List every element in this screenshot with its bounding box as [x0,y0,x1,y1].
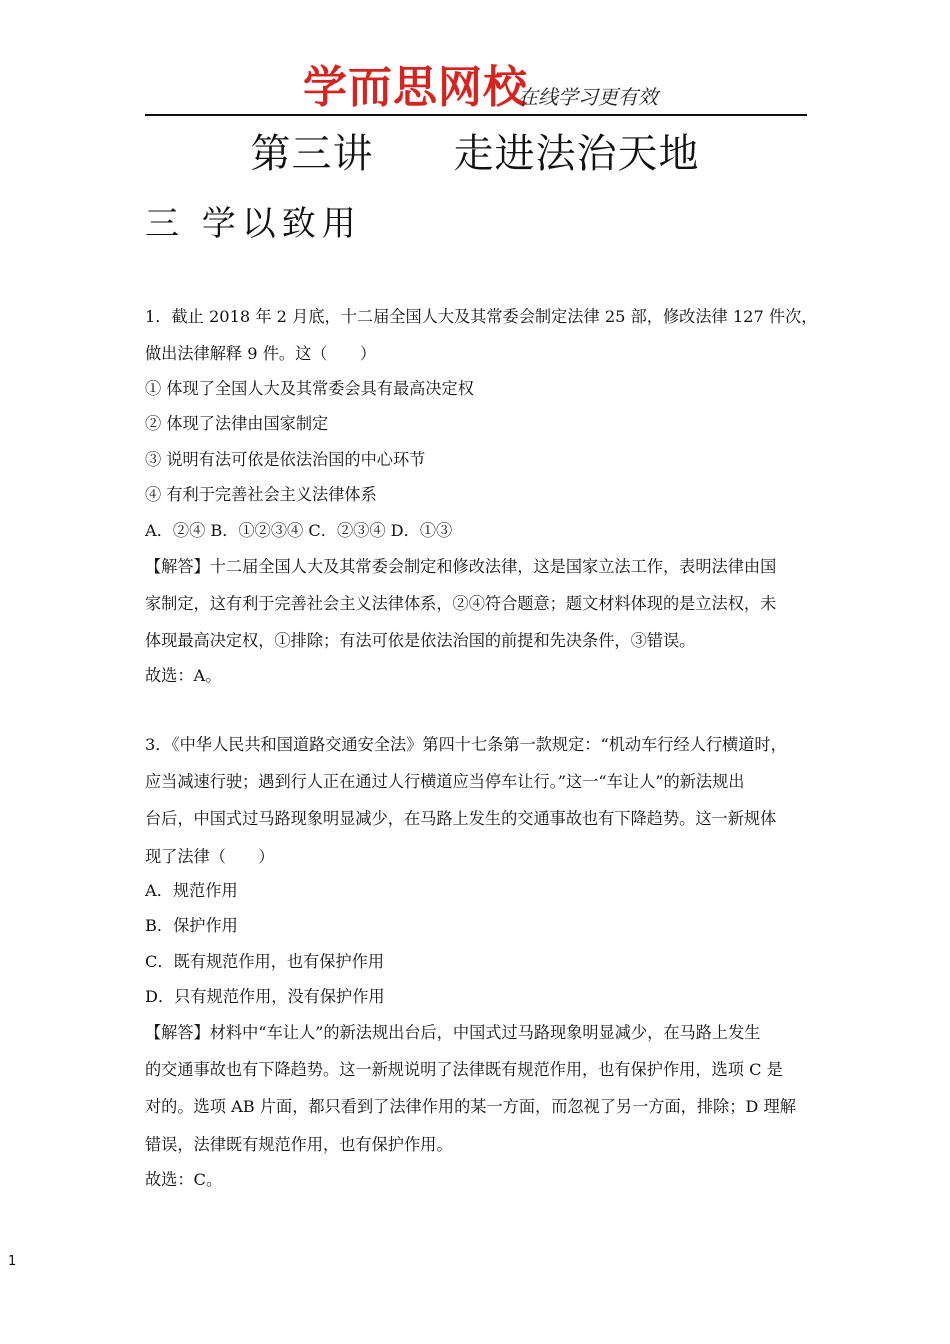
q1-option-4: ④ 有利于完善社会主义法律体系 [145,485,377,504]
header-divider [145,114,807,116]
q3-answer-line1: 【解答】材料中“车让人”的新法规出台后，中国式过马路现象明显减少，在马路上发生 [145,1023,761,1042]
section-heading: 三 学以致用 [145,204,362,244]
q3-stem-line3: 台后，中国式过马路现象明显减少，在马路上发生的交通事故也有下降趋势。这一新规体 [145,809,777,828]
q1-choices: A．②④ B．①②③④ C．②③④ D．①③ [145,521,453,540]
logo-text: 学而思网校 [303,62,528,113]
q1-selection: 故选：A。 [145,666,222,685]
q3-stem-line4: 现了法律（ ） [145,847,275,866]
q3-option-c: C．既有规范作用，也有保护作用 [145,952,385,971]
page-title [0,128,950,180]
q1-option-1: ① 体现了全国人大及其常委会具有最高决定权 [145,379,474,398]
q3-answer-line2: 的交通事故也有下降趋势。这一新规说明了法律既有规范作用，也有保护作用，选项 C 是 [145,1060,783,1079]
q3-stem-line2: 应当减速行驶；遇到行人正在通过人行横道应当停车让行。”这一“车让人”的新法规出 [145,772,745,791]
q3-option-d: D．只有规范作用，没有保护作用 [145,987,385,1006]
q1-answer-line1: 【解答】十二届全国人大及其常委会制定和修改法律，这是国家立法工作，表明法律由国 [145,557,777,576]
q3-option-b: B．保护作用 [145,916,238,935]
q3-answer-line3: 对的。选项 AB 片面，都只看到了法律作用的某一方面，而忽视了另一方面，排除；D 理解 [145,1097,796,1116]
q1-option-2: ② 体现了法律由国家制定 [145,414,329,433]
title-lecture: 第三讲 [250,131,374,177]
q1-stem-line2: 做出法律解释 9 件。这（ ） [145,344,377,363]
q1-stem-line1: 1．截止 2018 年 2 月底，十二届全国人大及其常委会制定法律 25 部，修改法律 127 件次， [145,307,818,326]
q3-selection: 故选：C。 [145,1170,223,1189]
q3-option-a: A．规范作用 [145,881,238,900]
q1-option-3: ③ 说明有法可依是依法治国的中心环节 [145,450,426,469]
q1-answer-line2: 家制定，这有利于完善社会主义法律体系，②④符合题意；题文材料体现的是立法权，未 [145,594,777,613]
page-number: 1 [8,1254,17,1269]
q3-answer-line4: 错误，法律既有规范作用，也有保护作用。 [145,1135,453,1154]
q3-stem-line1: 3．《中华人民共和国道路交通安全法》第四十七条第一款规定：“机动车行经人行横道时， [145,735,787,754]
q1-answer-line3: 体现最高决定权，①排除；有法可依是依法治国的前提和先决条件，③错误。 [145,631,696,650]
logo-slogan: 在线学习更有效 [518,85,658,109]
title-topic: 走进法治天地 [453,131,700,177]
